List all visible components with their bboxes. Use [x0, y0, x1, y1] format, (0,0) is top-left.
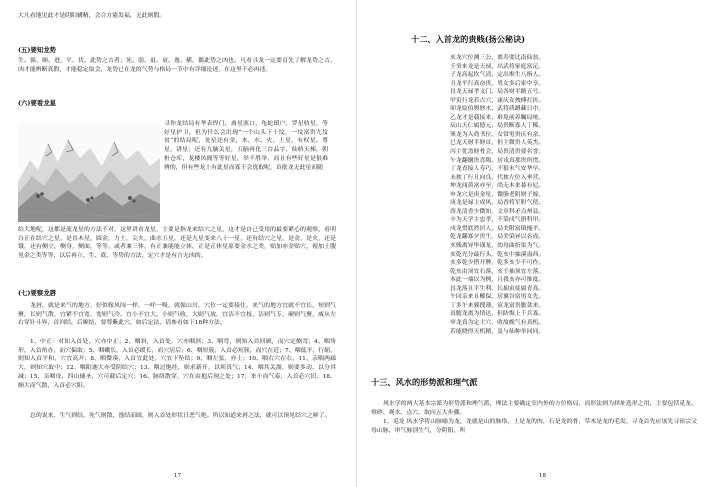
verse-block [450, 54, 590, 336]
verse-line: 午龙翻媾贵喜陶，居戎真那贵所贯。 [450, 157, 545, 164]
verse-line: 未挨丁行且向良，代挨左位入垂营。 [450, 174, 545, 181]
section-body-7-p2: 1、中正：对知入首处，穴亦中正；2、咽斜，入首处，穴亦咽斜；3、咽弯，则知入首回顾，而穴定侧弯；4、咽角形，入首角办，而穴偏取；5、咽嫩长，入首必缓长，而穴居后；6、咽短簇，入首必短簇，而穴在近；7、咽低平，行缩，则知入首平和，穴宜高开；8、咽微凑，入首宜此处，穴宜下坠结；9、咽左弦，亦土；10、咽右穴在右，11、亲咽两廊大，则知穴取中；12、咽阳迦大亦受阴结穴；13、咽过饱挂，则求新开，以须真气；14、咽其关溜，则要多动，以分其减；15、亲咽母，四山辅圣，穴可截后定穴；16、脉络散穿，穴在由抱后现之处；17、来小而气泰，入首必穴旧；18，颇大而气散，入首必穴阳。 [18, 339, 336, 389]
verse-line: 乾龙翻寡夕贵生，局美染异以名成。 [450, 234, 545, 241]
verse-line: 卯龙原伯舆妙水，武将质蹲藏日中。 [450, 106, 545, 113]
verse-line: 乾亥由顶宜右落，亥壬抽顶宜左落。 [450, 268, 545, 275]
verse-line: 甲寅行龙若吉穴，康庆女拽傅打折。 [450, 97, 545, 104]
verse-line: 午同亲来且椰保，居翼谷宿男女先。 [450, 294, 545, 301]
verse-line: 子龙高起坎气清，定出堆生八指人。 [450, 72, 545, 79]
page-number: 18 [539, 473, 546, 479]
verse-line: 亥多乾少搭开脾，乾多亥少不可作。 [450, 260, 545, 267]
section-13-p2: 1、觅龙 风水学将山脉喻为龙，龙就是山的脉络，土是龙的肉，石是龙的骨，草木是龙的毛发。寻龙首先应该先寻祖宗父母山脉，审气脉别生气，分阴阳，所 [371, 419, 697, 434]
verse-line: 艮龙天禄孝义门，局各财半路五号。 [450, 89, 545, 96]
verse-line: 巳龙天财半财首，但主微贵人英杰。 [450, 140, 545, 147]
verse-line: 申龙穴是庚金星，微脂老阴财子嫁。 [450, 191, 545, 198]
verse-line: 丙主优盖财骨会，局贵清贵要名誉。 [450, 149, 545, 156]
section-heading-7: (七)要察龙唇 [18, 289, 57, 297]
verse-line: 亥龙穴位测三公，离寿要比南仙翁。 [450, 55, 545, 61]
verse-line: 辰山天仁属德元，局贵断寡人丁稀。 [450, 123, 545, 130]
verse-line: 乙龙才是载接来，难免前养瞩局统。 [450, 114, 545, 121]
page-number: 17 [174, 473, 181, 479]
verse-line: 艮龙落且半生利，长抽寅徒属青真。 [450, 285, 545, 292]
verse-line: 亥乾光分最行头，乾亥中抽溪盎西。 [450, 251, 545, 258]
verse-line: 酉龙清香少微知，文章科矛点州县。 [450, 208, 545, 215]
section-body-5: 生、强、顺、进、平、伏，此势之吉者；死、弱、退、衰、逸、横，偶此势之凶也。凡看寻龙一定要首先了解龙势之吉、凶才能辨断真假，才能稳定取会，龙势已在龙的气势与格局一节中有详细论述，在这里不必再述。 [18, 58, 336, 73]
right-page [356, 0, 712, 487]
landscape-illustration [18, 122, 160, 222]
verse-line: 丁龙青接人寿巧，不狼末气安华早。 [450, 166, 545, 173]
verse-line: 巽龙为入尚书位，女常男贵庆有余。 [450, 131, 545, 138]
section-heading-6: (六)要看龙星 [18, 99, 57, 107]
verse-line: 若能晓得天机精，及与仙种举同同。 [450, 328, 545, 335]
section-heading-5: (五)要知龙势 [18, 46, 57, 54]
chapter-heading-13: 十三、风水的形势派和理气派 [371, 377, 478, 387]
verse-line: 丁多午来翼搜薄，寅龙富贵膽款来。 [450, 302, 545, 309]
section-13-p1: 风水学的两大基本宗派为形势派和理气派，理法主要确定室内外的方位格局，而形法则为择址选形之用，主要包括觅龙、察砂、观水、点穴、取向五大步骤。 [371, 401, 697, 416]
section-body-7-p1: 龙唇，就是来气的地方，好似嫁风闯一样，一呼一吸，就强山川，穴位一定要接住，来气的地方宜就不宜长，短则气聚，长则气散，宜紧不宜宽，宽则气冷，宜小不宜大，小则气收，大则气放，宜洁不宜枝，洁则气专，硬则气聚，威从左右穿针斗界，首回结，后顺结，要尊紫此穴，如后定法，请参看如下18种方法。 [18, 303, 336, 327]
mountain-landscape-image [18, 122, 160, 222]
verse-line: 辛为天学主忠孝，不染戍气册科甲。 [450, 217, 545, 224]
verse-line: 戍龙贯底然居人，局美附富镇掩平。 [450, 225, 545, 232]
verse-line: 坤龙闯黄富亦至，尚无本来暮有尼。 [450, 183, 545, 190]
verse-line: 审龙真为定主穴，收故晚气有真机。 [450, 319, 545, 326]
verse-line: 亥贱离异毕谨龙，幼母曲折染为气。 [450, 243, 545, 250]
intro-text: 大凡看地见此才是阴阳媾精，会合方能发福，无此则假。 [18, 13, 166, 19]
section-body-7-p3: 总的说来，生气则结，死气则散，逸结而圆，则入首处形状日恶气绝。所以知道来唇之法，就可以预见结穴之鲜了。 [30, 413, 331, 419]
verse-line: 庚龙是禄主成风，局香将军胆气傍。 [450, 200, 545, 207]
section-body-6-wrap: 寻你龙结局有华表焊门，禽星塞口，龟蛇镇户，罗星收星，等好星护卫，但为什么会出现“一个山头下十坟，一坟富贵九坟贫”的结局呢，龙星还有金、木、水、火、土星，有权星、尊星、讲星；还有九脑关星，五脑再化三台品字，仙桥天梯，朝桩仓库，龙楼凤阁等等好星，举不胜举，而且有些好星是很难辨的，但有些龙上有此星而寡于会选取呢，首批龙无此星而随 [164, 121, 328, 171]
section-body-6: 结大地呢，这都是流龙星的方法不对，这里讲看龙星，主要是指龙来结穴之星，这才是自己受用的最要紧心的观察，看明白正在结穴之星，是直木星，圆金，力土，尖火，曲水五星，还是九星变来八十一星，还有结穴之星，是金，是火，还是饿，还有侧立，侧身，侧面，等等。或者兼三体，有正兼能能立体，正是正体星原要金水之类，贴加亦金贴穴，视加土腹见金之类等等，以后再立、生、底、等势的方法，定穴才是有言无凶的。 [18, 227, 336, 260]
verse-line: 丑龙平行真奋贵，男女多后家中享。 [450, 80, 545, 87]
chapter-heading-12: 十二、入首龙的贵贱(扬公秘诀) [411, 34, 526, 44]
verse-line: 壬癸来龙是天禄，出武将家庭富足。 [450, 63, 545, 70]
verse-line: 真膽龙离为情达，但防悔上千兵寡。 [450, 311, 545, 318]
verse-line: 本此一端以为例，且我亥亦可推度。 [450, 277, 545, 284]
